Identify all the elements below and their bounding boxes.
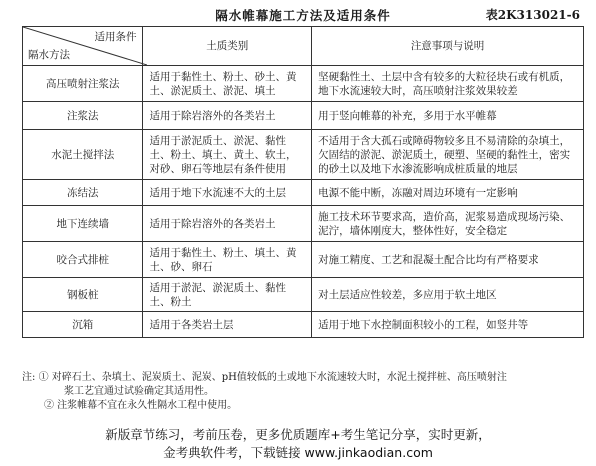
table-row — [23, 66, 584, 102]
table-row — [23, 102, 584, 130]
soil-cell: 适用于除岩溶外的各类岩土 — [143, 102, 312, 130]
table-header-row — [23, 27, 584, 66]
table-row — [23, 242, 584, 278]
table-caption — [22, 4, 584, 24]
method-cell: 地下连续墙 — [23, 206, 143, 242]
waterproof-curtain-table — [22, 26, 584, 338]
corner-header-bottom: 隔水方法 — [28, 49, 70, 61]
method-cell: 钢板桩 — [23, 278, 143, 312]
note-1-continuation: 浆工艺宜通过试验确定其适用性。 — [64, 386, 214, 397]
table-notes — [22, 371, 584, 413]
notes-header: 注意事项与说明 — [312, 27, 584, 66]
promo-footer — [0, 426, 596, 462]
soil-cell: 适用于各类岩土层 — [143, 312, 312, 338]
method-cell: 冻结法 — [23, 180, 143, 206]
note-cell: 坚硬黏性土、土层中含有较多的大粒径块石或有机质，地下水流速较大时，高压喷射注浆效果较差 — [312, 66, 584, 102]
table-row — [23, 312, 584, 338]
method-cell: 水泥土搅拌法 — [23, 130, 143, 180]
notes-label: 注: — [22, 372, 36, 383]
soil-cell: 适用于黏性土、粉土、填土、黄土、砂、卵石 — [143, 242, 312, 278]
note-cell: 电源不能中断，冻融对周边环境有一定影响 — [312, 180, 584, 206]
soil-cell: 适用于淤泥、淤泥质土、黏性土、粉土 — [143, 278, 312, 312]
corner-header-cell — [23, 27, 143, 66]
note-cell: 对施工精度、工艺和混凝土配合比均有严格要求 — [312, 242, 584, 278]
note-cell: 不适用于含大孤石或障碍物较多且不易清除的杂填土，欠固结的淤泥、淤泥质土，硬塑、坚硬的黏性土，密实的砂土以及地下水渗流影响成桩质量的地层 — [312, 130, 584, 180]
note-1-text: ① 对碎石土、杂填土、泥炭质土、泥炭、pH值较低的土或地下水流速较大时，水泥土搅拌桩、高压喷射注 — [38, 372, 507, 383]
note-cell: 对土层适应性较差，多应用于软土地区 — [312, 278, 584, 312]
table-row — [23, 206, 584, 242]
table-row — [23, 180, 584, 206]
footer-line-2: 金考典软件考，下载链接 www.jinkaodian.com — [163, 445, 433, 460]
soil-cell: 适用于淤泥质土、淤泥、黏性土、粉土、填土、黄土、软土，对砂、卵石等地层有条件使用 — [143, 130, 312, 180]
method-cell: 沉箱 — [23, 312, 143, 338]
soil-cell: 适用于黏性土、粉土、砂土、黄土、淤泥质土、淤泥、填土 — [143, 66, 312, 102]
table-row — [23, 278, 584, 312]
soil-type-header: 土质类别 — [143, 27, 312, 66]
note-cell: 施工技术环节要求高，造价高，泥浆易造成现场污染、泥泞，墙体刚度大，整体性好，安全稳定 — [312, 206, 584, 242]
soil-cell: 适用于地下水流速不大的土层 — [143, 180, 312, 206]
corner-header-top: 适用条件 — [94, 31, 137, 43]
note-2: ② 注浆帷幕不宜在永久性隔水工程中使用。 — [44, 400, 238, 411]
method-cell: 咬合式排桩 — [23, 242, 143, 278]
note-cell: 适用于地下水控制面积较小的工程，如竖井等 — [312, 312, 584, 338]
method-cell: 高压喷射注浆法 — [23, 66, 143, 102]
table-row — [23, 130, 584, 180]
method-cell: 注浆法 — [23, 102, 143, 130]
soil-cell: 适用于除岩溶外的各类岩土 — [143, 206, 312, 242]
note-1 — [22, 371, 584, 385]
footer-line-1: 新版章节练习，考前压卷，更多优质题库+考生笔记分享，实时更新， — [105, 427, 491, 442]
note-cell: 用于竖向帷幕的补充，多用于水平帷幕 — [312, 102, 584, 130]
table-title: 隔水帷幕施工方法及适用条件 — [215, 8, 391, 23]
table-number: 表2K313021-6 — [485, 8, 580, 22]
